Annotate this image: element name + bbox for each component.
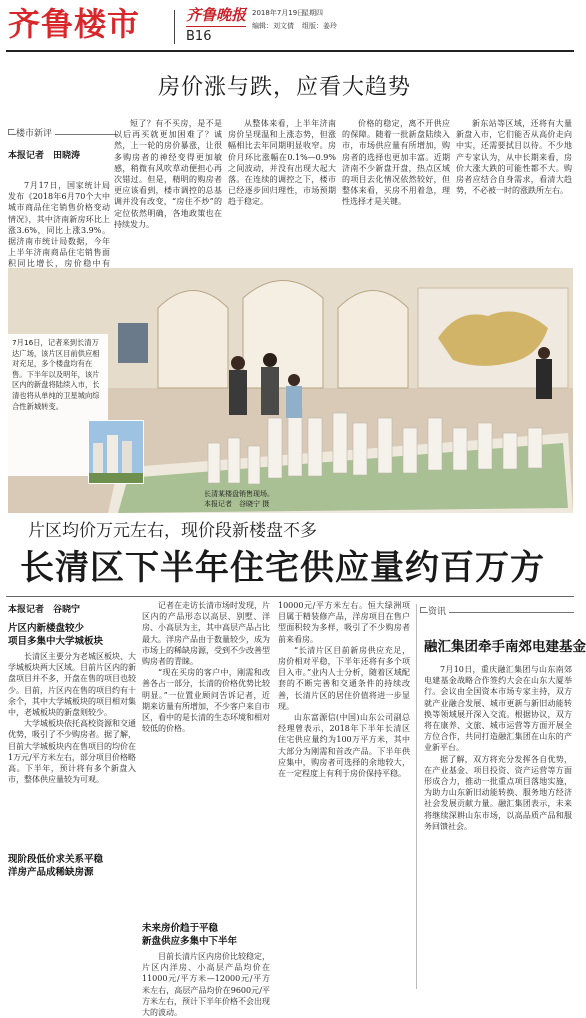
- section-subhead-1: 片区内新楼盘较少 项目多集中大学城板块: [8, 623, 104, 647]
- column-label: [8, 126, 118, 142]
- masthead-rule: [6, 50, 574, 52]
- lead-column-3: [228, 118, 336, 264]
- issue-weekday: 星期四: [302, 9, 323, 17]
- lead-col1-text: 7月17日，国家统计局发布《2018年6月70个大中城市商品住宅销售价格变动情况》，其中济南新房环比上涨3.6%，同比上涨3.9%。据济南市统计局数据，今年上半年济南商品住宅销售面积同比增长，房价稳中有: [8, 181, 110, 269]
- inset-caption: 长清某楼盘销售现场。: [204, 490, 274, 498]
- photo-credit: 本报记者 谷晓宁 摄: [204, 500, 270, 508]
- lead-column-1: [8, 180, 110, 269]
- sidebar-body-text-2: 据了解，双方将充分发挥各自优势，在产业基金、项目投资、资产运营等方面形成合力，推动一批重点项目落地实施，为助力山东新旧动能转换、服务地方经济社会发展贡献力量。融汇集团表示，未来将继续深耕山东市场，以高品质产品和服务回馈社会。: [424, 754, 572, 831]
- page-number: B16: [186, 29, 212, 44]
- feature-column-3: [278, 600, 410, 990]
- feature-col1a-text: 长清区主要分为老城区板块、大学城板块两大区域。目前片区内的新盘项目并不多，开盘在售的项目也较少。目前，片区内在售的项目约有十余个，其中大学城板块的项目相对集中，老城板块的新盘则较少。: [8, 652, 136, 718]
- section-subhead-3: 未来房价趋于平稳 新盘供应多集中下半年: [142, 923, 238, 947]
- logo-underline: [186, 26, 246, 27]
- inset-photo: [88, 420, 144, 484]
- column-label-text: 楼市新评: [16, 128, 55, 140]
- feature-headline: 长清区下半年住宅供应量约百万方: [20, 548, 545, 588]
- lead-headline: 房价涨与跌，应看大趋势: [158, 75, 412, 100]
- sidebar-body-text: 7月10日，重庆融汇集团与山东南郊电建基金战略合作签约大会在山东大厦举行。会议由全国资本市场专家主持，双方就产业融合发展、城市更新与新旧动能转换等领域展开深入交流。根据协议，双方将在康养、文旅、城市运营等方面开展全方位合作，共同打造融汇集团在山东的产业新平台。: [424, 665, 572, 753]
- feature-column-2: [142, 600, 270, 1018]
- lead-byline: 本报记者 田晓涛: [8, 151, 81, 161]
- feature-col3a-text: 10000元/平方米左右。恒大绿洲项目属于精装修产品，洋房项目在售户型面积较为多样，吸引了不少购房者前来看房。: [278, 601, 410, 644]
- sidebar-label-text: 资讯: [428, 606, 449, 618]
- issue-date: 2018年7月19日: [252, 9, 305, 17]
- feature-col3b-text: “长清片区目前新房供应充足，房价相对平稳，下半年还将有多个项目入市。”业内人士分析，随着区域配套的不断完善和交通条件的持续改善，长清片区的居住价值将进一步显现。: [278, 645, 410, 711]
- sidebar-headline: 融汇集团牵手南郊电建基金: [424, 639, 586, 655]
- section-subhead-2: 现阶段低价求关系平稳 洋房产品成稀缺房源: [8, 854, 104, 878]
- designer-credit: 组版：姜玲: [302, 22, 337, 30]
- lead-col3-text: 从整体来看，上半年济南房价呈现温和上涨态势，但涨幅相比去年同期明显收窄。房价月环比涨幅在0.1%—0.9%之间波动，并没有出现大起大落。在连续的调控之下，楼市已经逐步回归理性，市场预期趋于稳定。: [228, 119, 336, 207]
- headline-rule: [6, 596, 574, 597]
- editor-credit: 编辑：刘文倩: [252, 22, 294, 30]
- masthead-divider: [174, 10, 175, 44]
- lead-column-5: [456, 118, 572, 264]
- feature-col1b-text: 大学城板块依托高校资源和交通优势，吸引了不少购房者。据了解，目前大学城板块内在售项目的均价在1万元/平方米左右，部分项目价格略高。下半年，预计将有多个新盘入市，整体供应量较为可观。: [8, 719, 136, 785]
- feature-col3c-text: 山东富源信(中国)山东公司副总经理曾表示，2018年下半年长清区住宅供应量约为100万平方米，其中大部分为刚需和首改产品。下半年供应集中，购房者可选择的余地较大，在一定程度上有利于房价保持平稳。: [278, 713, 410, 779]
- feature-col2a-text: 记者在走访长清市场时发现，片区内的产品形态以高层、别墅、洋房、小高层为主，其中高层产品占比最大。洋房产品由于数量较少，成为市场上的稀缺房源，受到不少改善型购房者的青睐。: [142, 601, 270, 667]
- masthead-title: 齐鲁楼市: [8, 5, 141, 43]
- lead-col4-text: 价格的稳定，离不开供应的保障。随着一批新盘陆续入市，市场供应量有所增加，购房者的选择也更加丰富。近期济南不少新盘开盘，热点区域的项目去化情况依然较好，但整体来看，买房不用着急，理性选择才是关键。: [342, 119, 450, 207]
- feature-byline: 本报记者 谷晓宁: [8, 605, 81, 615]
- feature-column-1: [8, 622, 136, 990]
- lead-col5-text: 新东站等区域，还将有大量新盘入市，它们能否从高价走向中实，还需要拭目以待。不少地产专家认为，从中长期来看，房价大涨大跌的可能性都不大。购房者应结合自身需求，看清大趋势，不必被一时的涨跌所左右。: [456, 119, 572, 196]
- lead-column-2: [114, 118, 222, 264]
- feature-col2c-text: 目前长清片区内房价比较稳定，片区内洋房、小高层产品均价在11000元/平方米—12000元/平方米左右，高层产品均价在9600元/平方米左右，预计下半年价格不会出现大的波动。: [142, 952, 270, 1018]
- feature-col2b-text: “现在买房的客户中，刚需和改善各占一部分，长清的价格优势比较明显。”一位置业顾问告诉记者，近期来访量有所增加，不少客户来自市区，看中的是长清的生态环境和相对较低的价格。: [142, 668, 270, 734]
- photo-caption: 7月16日，记者来到长清万达广场，该片区目前供应相对充足，多个楼盘均有在售。下半年以及明年，该片区内的新盘将陆续入市，长清也将从单纯的卫星城向综合性新城转变。: [8, 334, 108, 476]
- sidebar-divider: [416, 604, 417, 989]
- sidebar-body: [424, 664, 572, 988]
- lead-column-4: [342, 118, 450, 264]
- newspaper-logo: 齐鲁晚报: [186, 6, 247, 24]
- lead-col2-text: 短了？有不买房，是不是以后再买就更加困难了？诚然，上一轮的房价暴涨，让很多购房者的神经变得更加敏感，稍微有风吹草动便担心再次错过。但是，精明的购房者更应该看到，楼市调控的总基调并没有改变，“房住不炒”的定位依然明确，各地政策也在持续发力。: [114, 119, 222, 229]
- feature-subheadline: 片区均价万元左右，现价段新楼盘不多: [28, 521, 317, 541]
- sidebar-label: [420, 604, 574, 620]
